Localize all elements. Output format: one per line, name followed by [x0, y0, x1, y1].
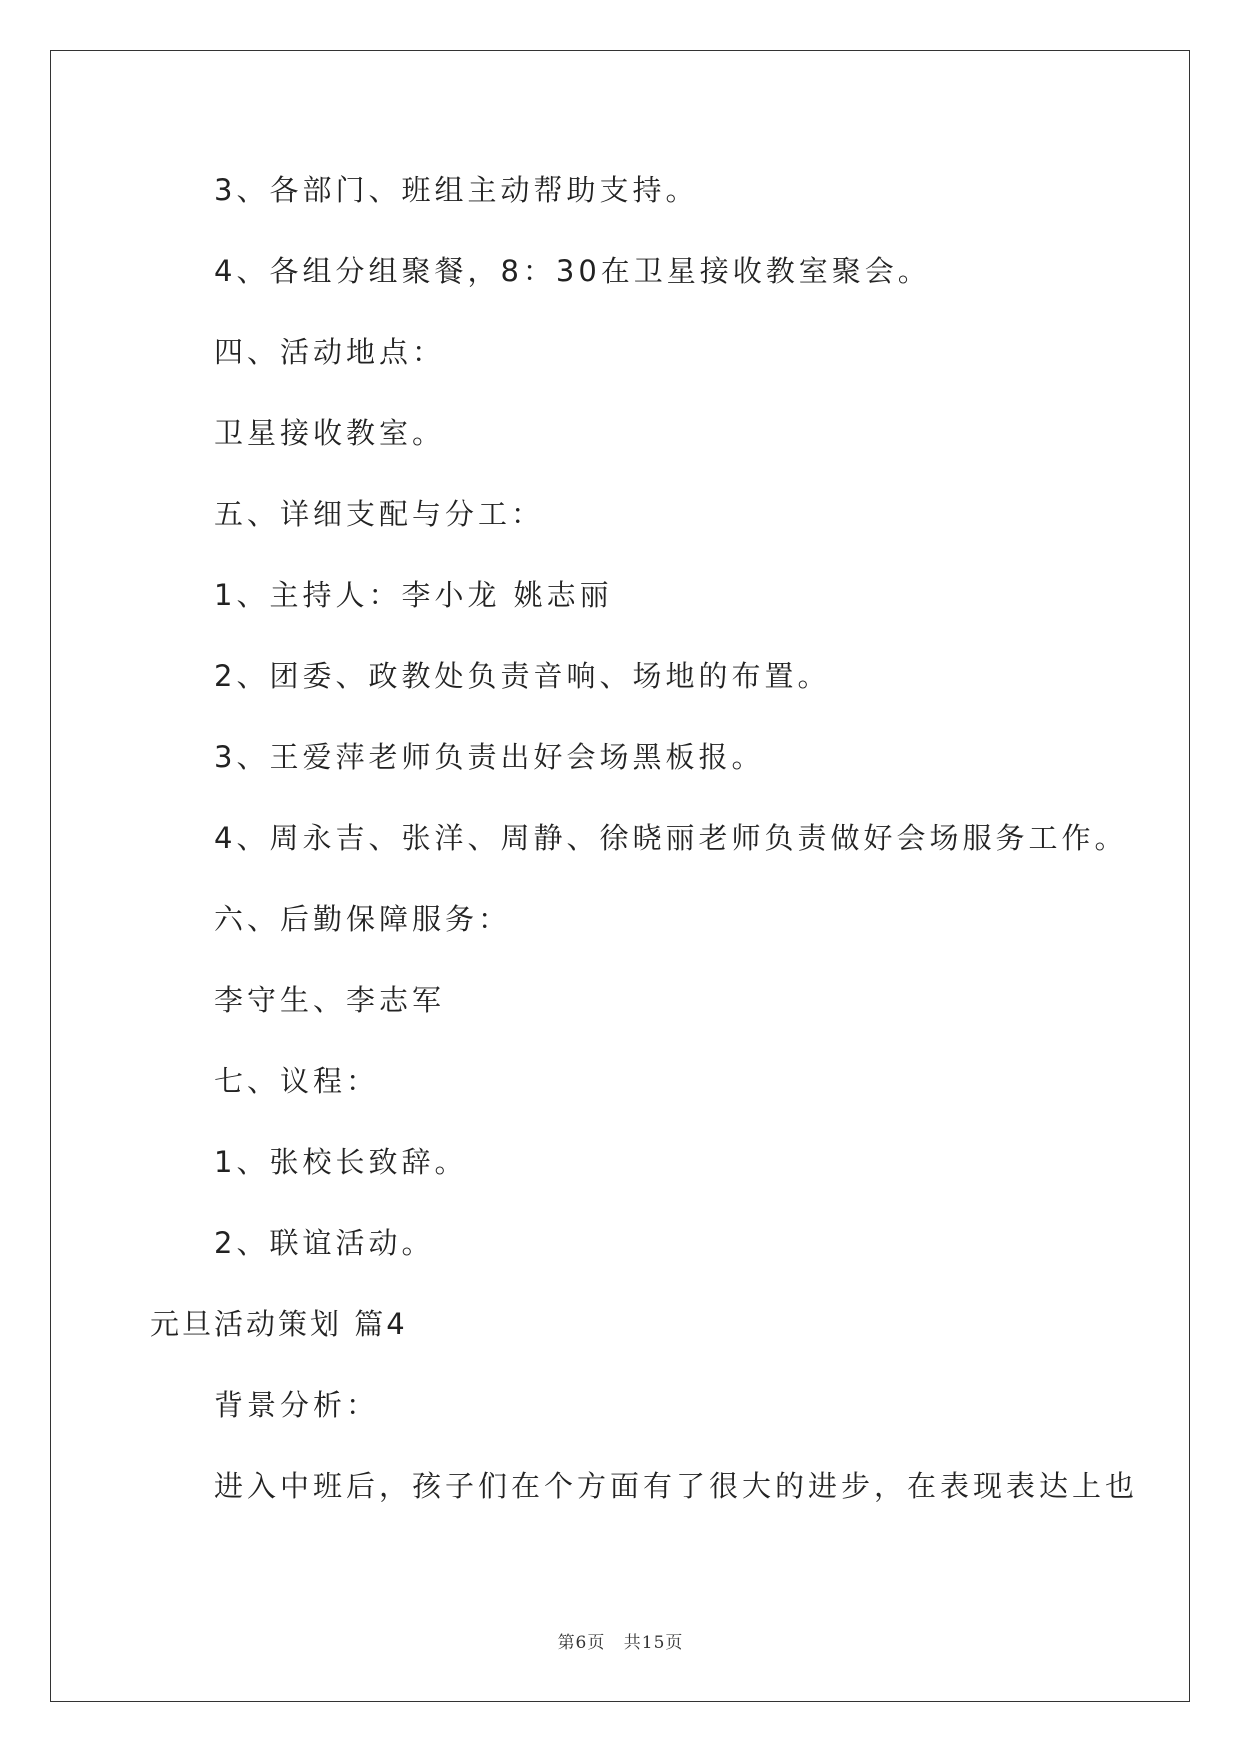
text-line: 1、张校长致辞。 [214, 1145, 468, 1179]
text-line: 3、王爱萍老师负责出好会场黑板报。 [214, 740, 765, 774]
page-footer [0, 1628, 1241, 1653]
text-line: 2、联谊活动。 [214, 1226, 435, 1260]
section-heading: 五、详细支配与分工： [214, 497, 545, 531]
text-line: 1、主持人：李小龙 姚志丽 [214, 578, 613, 612]
article-heading: 元旦活动策划 篇4 [150, 1307, 408, 1341]
section-heading: 背景分析： [214, 1388, 380, 1422]
section-heading: 四、活动地点： [214, 335, 446, 369]
text-line: 2、团委、政教处负责音响、场地的布置。 [214, 659, 831, 693]
page-total: 共15页 [623, 1633, 684, 1653]
text-line: 3、各部门、班组主动帮助支持。 [214, 173, 699, 207]
section-heading: 六、后勤保障服务： [214, 902, 512, 936]
text-line: 进入中班后，孩子们在个方面有了很大的进步，在表现表达上也 [214, 1469, 1139, 1503]
section-heading: 七、议程： [214, 1064, 380, 1098]
page-border [50, 50, 1190, 1702]
text-line: 卫星接收教室。 [214, 416, 446, 450]
text-line: 4、各组分组聚餐，8：30在卫星接收教室聚会。 [214, 254, 931, 288]
text-line: 李守生、李志军 [214, 983, 446, 1017]
text-line: 4、周永吉、张洋、周静、徐晓丽老师负责做好会场服务工作。 [214, 821, 1128, 855]
page-number: 第6页 [557, 1633, 606, 1653]
